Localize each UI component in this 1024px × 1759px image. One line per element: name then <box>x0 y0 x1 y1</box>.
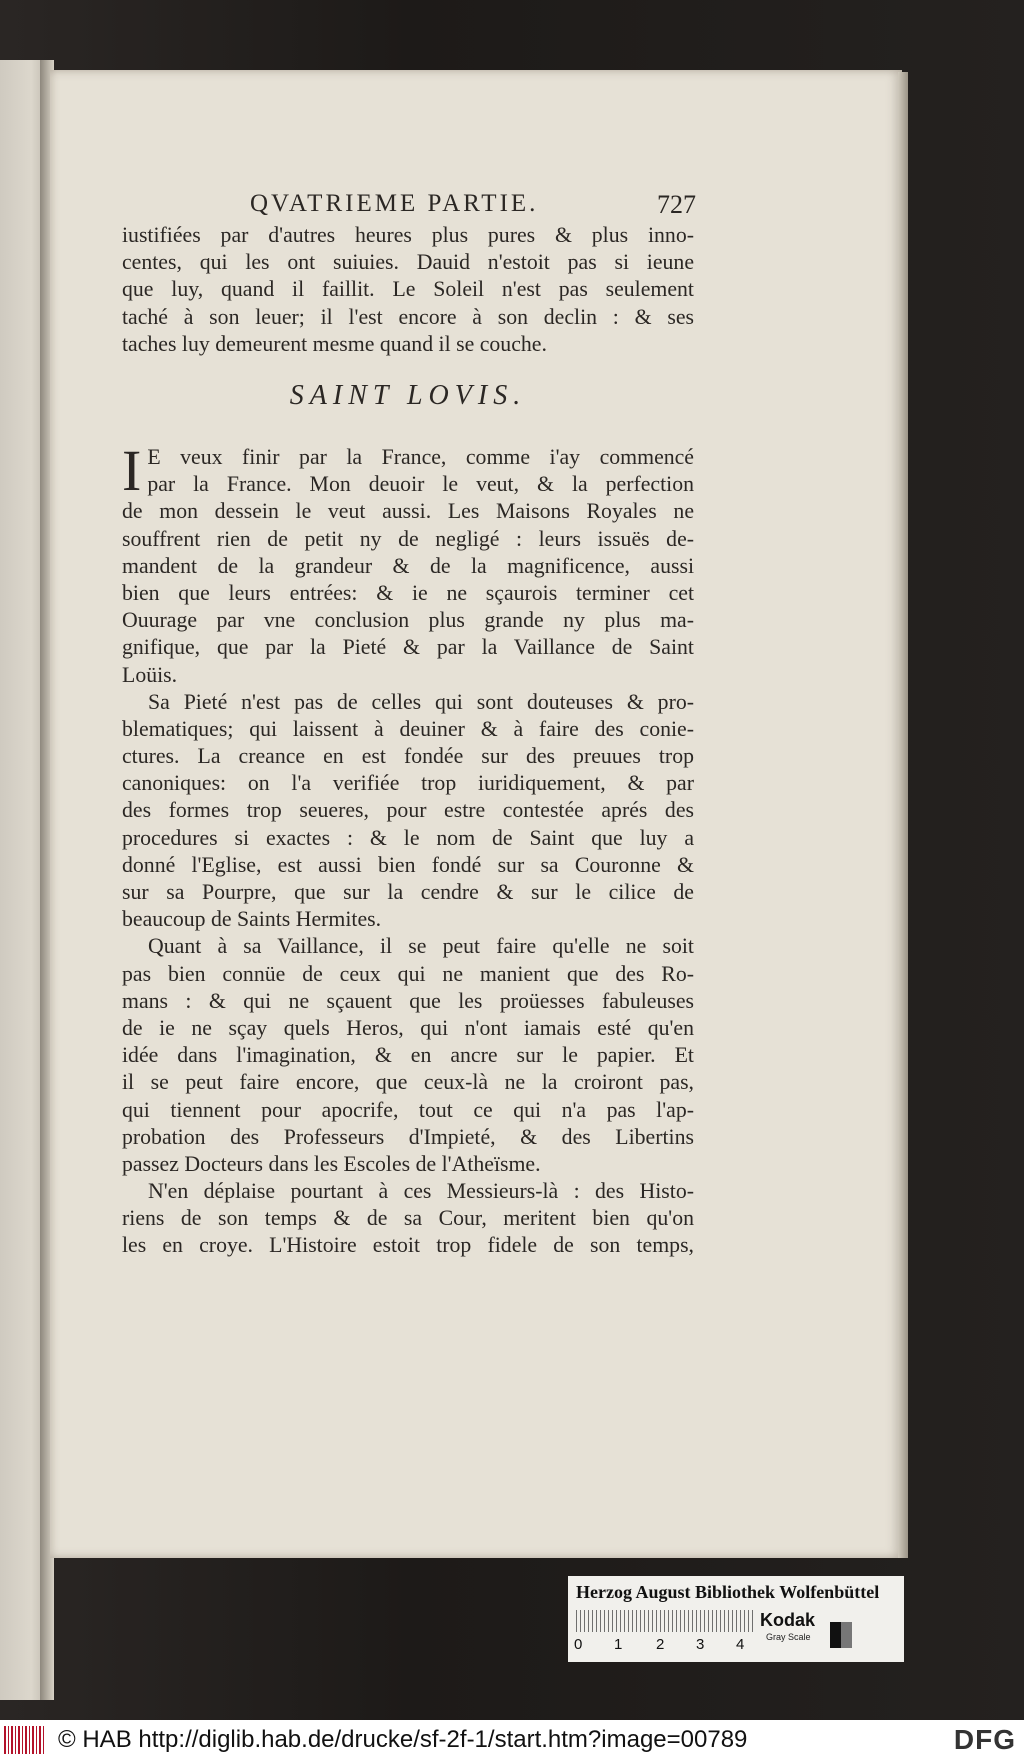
credit-link[interactable]: © HAB http://diglib.hab.de/drucke/sf-2f-1/start.htm?image=00789 <box>58 1726 748 1753</box>
color-calibration-card <box>568 1576 904 1662</box>
text-line: passez Docteurs dans les Escoles de l'Atheïsme. <box>122 1151 541 1176</box>
gray-swatch <box>830 1622 852 1648</box>
text-line: blematiques; qui laissent à deuiner & à faire des conie- <box>122 716 694 741</box>
text-line: mandent de la grandeur & de la magnificence, aussi <box>122 553 694 578</box>
scale-ruler <box>576 1610 754 1632</box>
text-line: Sa Pieté n'est pas de celles qui sont douteuses & pro- <box>148 689 694 714</box>
text-line: idée dans l'imagination, & en ancre sur le papier. Et <box>122 1043 694 1068</box>
text-line: il se peut faire encore, que ceux-là ne la croiront pas, <box>122 1070 694 1095</box>
text-line: Quant à sa Vaillance, il se peut faire qu'elle ne soit <box>148 934 694 959</box>
dfg-logo: DFG <box>953 1724 1016 1755</box>
text-line: gnifique, que par la Pieté & par la Vaillance de Saint <box>122 635 694 660</box>
page-fore-edge <box>898 72 908 1558</box>
text-line: procedures si exactes : & le nom de Saint que luy a <box>122 825 694 850</box>
text-line: pas bien connüe de ceux qui ne manient que des Ro- <box>122 961 694 986</box>
opening-paragraph <box>122 222 694 358</box>
text-line: riens de son temps & de sa Cour, meritent bien qu'on <box>122 1206 694 1231</box>
text-line: taches luy demeurent mesme quand il se couche. <box>122 331 547 356</box>
section-heading: SAINT LOVIS. <box>289 380 527 411</box>
text-line: Ouurage par vne conclusion plus grande ny plus ma- <box>122 608 694 633</box>
text-line: E veux finir par la France, comme i'ay commencé <box>147 445 694 469</box>
text-line: beaucoup de Saints Hermites. <box>122 907 382 932</box>
ruler-number: 0 <box>574 1636 583 1653</box>
ruler-number: 3 <box>696 1636 705 1653</box>
text-line: N'en déplaise pourtant à ces Messieurs-là : des Histo- <box>148 1179 694 1204</box>
text-line: probation des Professeurs d'Impieté, & des Libertins <box>122 1124 694 1149</box>
text-line: donné l'Eglise, est aussi bien fondé sur sa Couronne & <box>122 852 694 877</box>
text-line: des formes trop seueres, pour estre contestée aprés des <box>122 798 694 823</box>
ruler-number: 4 <box>736 1636 745 1653</box>
running-head <box>250 190 700 224</box>
footer-bar <box>0 1720 1024 1759</box>
text-line: de mon dessein le veut aussi. Les Maisons Royales ne <box>122 499 694 524</box>
text-line: les en croye. L'Histoire estoit trop fidele de son temps, <box>122 1233 694 1258</box>
text-line: que luy, quand il faillit. Le Soleil n'est pas seulement <box>122 277 694 302</box>
main-text <box>122 438 694 1260</box>
text-line: iustifiées par d'autres heures plus pures & plus inno- <box>122 223 694 247</box>
text-line: ctures. La creance en est fondée sur des preuues trop <box>122 744 694 769</box>
page-number: 727 <box>657 190 696 219</box>
text-line: canoniques: on l'a verifiée trop iuridiquement, & par <box>122 771 694 796</box>
barcode-icon <box>4 1726 46 1754</box>
text-line: par la France. Mon deuoir le veut, & la perfection <box>147 472 694 497</box>
running-title: QVATRIEME PARTIE. <box>250 190 539 217</box>
library-label: Herzog August Bibliothek Wolfenbüttel <box>576 1582 880 1602</box>
text-line: centes, qui les ont suiuies. Dauid n'estoit pas si ieune <box>122 250 694 275</box>
text-line: sur sa Pourpre, que sur la cendre & sur le cilice de <box>122 880 694 904</box>
kodak-logo: Kodak <box>760 1610 816 1630</box>
gray-scale-label: Gray Scale <box>766 1632 811 1642</box>
drop-cap: I <box>122 438 142 503</box>
ruler-number: 1 <box>614 1636 623 1653</box>
text-line: souffrent rien de petit ny de negligé : leurs issuës de- <box>122 526 694 551</box>
text-line: de ie ne sçay quels Heros, qui n'ont iamais esté qu'en <box>122 1015 694 1040</box>
text-line: qui tiennent pour apocrife, tout ce qui n'a pas l'ap- <box>122 1097 694 1122</box>
text-line: mans : & qui ne sçauent que les proüesses fabuleuses <box>122 988 694 1013</box>
text-line: taché à son leuer; il l'est encore à son declin : & ses <box>122 304 694 329</box>
text-line: bien que leurs entrées: & ie ne sçaurois terminer cet <box>122 580 694 605</box>
text-line: Loüis. <box>122 662 178 687</box>
ruler-number: 2 <box>656 1636 665 1653</box>
